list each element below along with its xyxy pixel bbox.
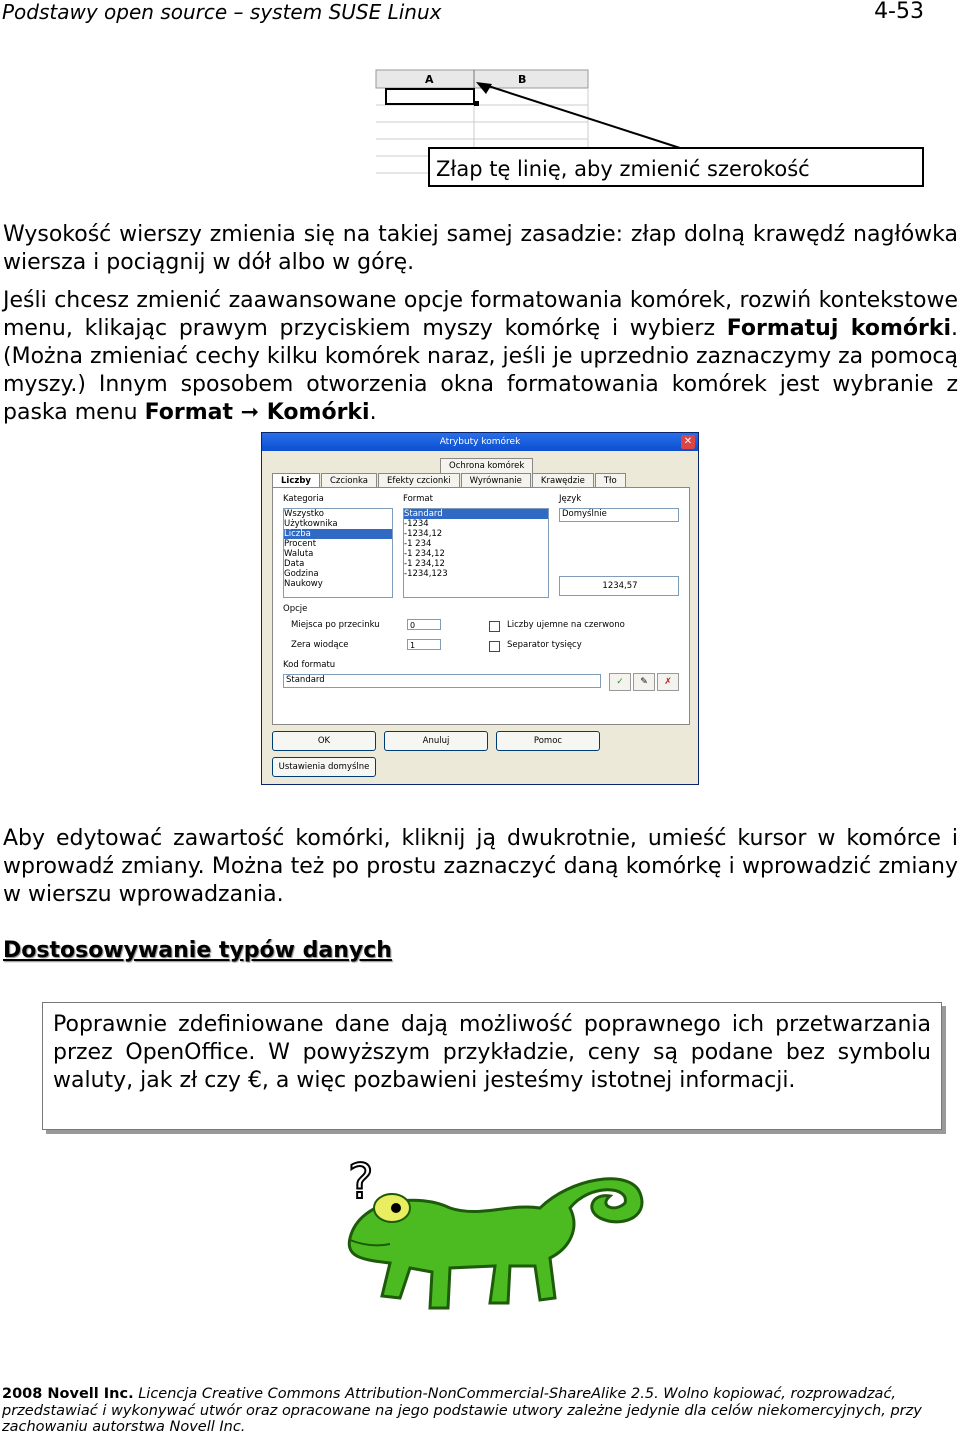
cancel-button[interactable]: Anuluj xyxy=(384,731,488,751)
negative-red-checkbox[interactable] xyxy=(489,621,500,632)
category-label: Kategoria xyxy=(283,494,324,504)
tab-font[interactable]: Czcionka xyxy=(321,473,377,488)
category-item[interactable]: Użytkownika xyxy=(284,519,338,529)
dialog-title: Atrybuty komórek xyxy=(262,433,698,451)
menu-formatuj-komorki: Formatuj komórki xyxy=(726,316,952,341)
note-box xyxy=(42,1002,942,1130)
tab-borders[interactable]: Krawędzie xyxy=(532,473,594,488)
preview-box: 1234,57 xyxy=(559,576,679,596)
numbers-panel xyxy=(272,487,690,725)
category-list[interactable] xyxy=(283,508,393,598)
callout-label: Złap tę linię, aby zmienić szerokość xyxy=(428,147,924,187)
page-number: 4-53 xyxy=(874,0,924,24)
column-a-label: A xyxy=(425,73,434,86)
format-code-input[interactable]: Standard xyxy=(283,674,601,688)
format-item-selected[interactable]: Standard xyxy=(404,509,548,519)
paragraph-row-height: Wysokość wierszy zmienia się na takiej samej zasadzie: złap dolną krawędź nagłówka wiersza i pociągnij w dół albo w górę. xyxy=(3,222,958,275)
format-item[interactable]: -1 234,12 xyxy=(404,549,445,559)
chameleon-mascot-icon xyxy=(330,1148,670,1328)
license-footer: 2008 Novell Inc. Licencja Creative Commons Attribution-NonCommercial-ShareAlike 2.5. Wolno kopiować, rozprowadzać, przedstawiać i wykonywać utwór oraz opracowane na jego podstawie utwory zależne jedynie dla celów niekomercyjnych, przy zachowaniu autorstwa Novell Inc. xyxy=(2,1386,922,1435)
delete-icon[interactable]: ✗ xyxy=(657,673,679,691)
format-list[interactable] xyxy=(403,508,549,598)
tab-row xyxy=(272,473,627,488)
tab-alignment[interactable]: Wyrównanie xyxy=(461,473,531,488)
category-item[interactable]: Procent xyxy=(284,539,317,549)
format-code-label: Kod formatu xyxy=(283,660,336,670)
tab-protection[interactable]: Ochrona komórek xyxy=(440,458,533,473)
category-item[interactable]: Wszystko xyxy=(284,509,324,519)
tab-font-effects[interactable]: Efekty czcionki xyxy=(378,473,460,488)
menu-komorki: Komórki xyxy=(266,400,370,425)
leading-zeros-spinner[interactable]: 1 xyxy=(407,639,441,650)
negative-red-label: Liczby ujemne na czerwono xyxy=(507,620,625,630)
category-item[interactable]: Data xyxy=(284,559,305,569)
category-item[interactable]: Godzina xyxy=(284,569,319,579)
format-item[interactable]: -1 234 xyxy=(404,539,432,549)
help-button[interactable]: Pomoc xyxy=(496,731,600,751)
ok-button[interactable]: OK xyxy=(272,731,376,751)
language-select[interactable]: Domyślnie xyxy=(559,508,679,522)
format-label: Format xyxy=(403,494,433,504)
note-text: Poprawnie zdefiniowane dane dają możliwość poprawnego ich przetwarzania przez OpenOffice. W powyższym przykładzie, ceny są podane bez symbolu waluty, jak zł czy €, a więc pozbawieni jesteśmy istotnej informacji. xyxy=(53,1012,931,1093)
tab-numbers[interactable]: Liczby xyxy=(272,473,320,488)
active-cell xyxy=(386,89,474,104)
tab-background[interactable]: Tło xyxy=(595,473,626,488)
format-item[interactable]: -1234 xyxy=(404,519,429,529)
leading-zeros-label: Zera wiodące xyxy=(291,640,349,650)
running-header: Podstawy open source – system SUSE Linux xyxy=(2,0,442,24)
menu-arrow: ➞ xyxy=(232,400,267,425)
thousands-separator-label: Separator tysięcy xyxy=(507,640,582,650)
cell-attributes-dialog xyxy=(261,432,699,785)
format-item[interactable]: -1 234,12 xyxy=(404,559,445,569)
column-b-label: B xyxy=(518,73,527,86)
category-item-selected[interactable]: Liczba xyxy=(284,529,392,539)
reset-defaults-button[interactable]: Ustawienia domyślne xyxy=(272,757,376,777)
category-item[interactable]: Waluta xyxy=(284,549,314,559)
pointer-arrow xyxy=(482,84,680,148)
category-item[interactable]: Naukowy xyxy=(284,579,323,589)
check-icon[interactable]: ✓ xyxy=(609,673,631,691)
options-label: Opcje xyxy=(283,604,308,614)
close-icon[interactable]: ✕ xyxy=(681,435,695,449)
question-mark: ? xyxy=(348,1154,374,1210)
section-heading: Dostosowywanie typów danych xyxy=(3,938,392,963)
paragraph-format-cells: Jeśli chcesz zmienić zaawansowane opcje formatowania komórek, rozwiń kontekstowe menu, klikając prawym przyciskiem myszy komórkę i wybierz Formatuj komórki. (Można zmieniać cechy kilku komórek naraz, jeśli je uprzednio zaznaczymy za pomocą myszy.) Innym sposobem otworzenia okna formatowania komórek jest wybranie z paska menu Format ➞ Komórki. xyxy=(3,288,959,425)
format-item[interactable]: -1234,123 xyxy=(404,569,448,579)
language-label: Język xyxy=(559,494,582,504)
thousands-separator-checkbox[interactable] xyxy=(489,641,500,652)
decimal-places-label: Miejsca po przecinku xyxy=(291,620,380,630)
paragraph-edit-cell: Aby edytować zawartość komórki, kliknij ją dwukrotnie, umieść kursor w komórce i wprowadź zmiany. Można też po prostu zaznaczyć daną komórkę i wprowadzić zmiany w wierszu wprowadzania. xyxy=(3,826,958,907)
format-item[interactable]: -1234,12 xyxy=(404,529,443,539)
menu-format: Format xyxy=(144,400,233,425)
edit-comment-icon[interactable]: ✎ xyxy=(633,673,655,691)
decimal-places-spinner[interactable]: 0 xyxy=(407,619,441,630)
